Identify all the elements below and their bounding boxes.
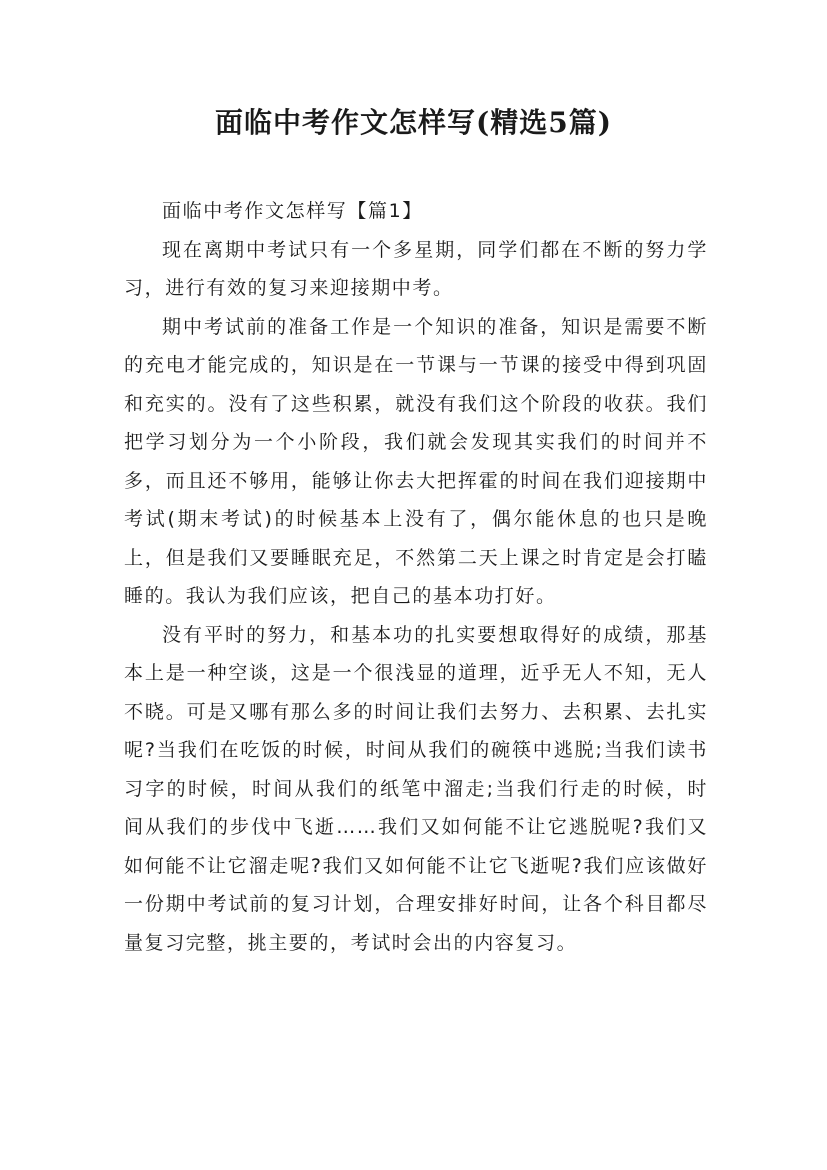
paragraph-3: 没有平时的努力，和基本功的扎实要想取得好的成绩，那基本上是一种空谈，这是一个很浅显的道理，近乎无人不知，无人不晓。可是又哪有那么多的时间让我们去努力、去积累、去扎实呢?当我们在吃饭的时候，时间从我们的碗筷中逃脱;当我们读书习字的时候，时间从我们的纸笔中溜走;当我们行走的时候，时间从我们的步伐中飞逝……我们又如何能不让它逃脱呢?我们又如何能不让它溜走呢?我们又如何能不让它飞逝呢?我们应该做好一份期中考试前的复习计划，合理安排好时间，让各个科目都尽量复习完整，挑主要的，考试时会出的内容复习。 bbox=[124, 623, 708, 954]
section-heading: 面临中考作文怎样写【篇1】 bbox=[162, 200, 423, 222]
paragraph-2: 期中考试前的准备工作是一个知识的准备，知识是需要不断的充电才能完成的，知识是在一节课与一节课的接受中得到巩固和充实的。没有了这些积累，就没有我们这个阶段的收获。我们把学习划分为一个小阶段，我们就会发现其实我们的时间并不多，而且还不够用，能够让你去大把挥霍的时间在我们迎接期中考试(期末考试)的时候基本上没有了，偶尔能休息的也只是晚上，但是我们又要睡眠充足，不然第二天上课之时肯定是会打瞌睡的。我认为我们应该，把自己的基本功打好。 bbox=[124, 315, 708, 607]
document-body bbox=[124, 192, 708, 962]
document-title: 面临中考作文怎样写(精选5篇) bbox=[215, 106, 612, 139]
paragraph-1: 现在离期中考试只有一个多星期，同学们都在不断的努力学习，进行有效的复习来迎接期中考。 bbox=[124, 238, 708, 299]
